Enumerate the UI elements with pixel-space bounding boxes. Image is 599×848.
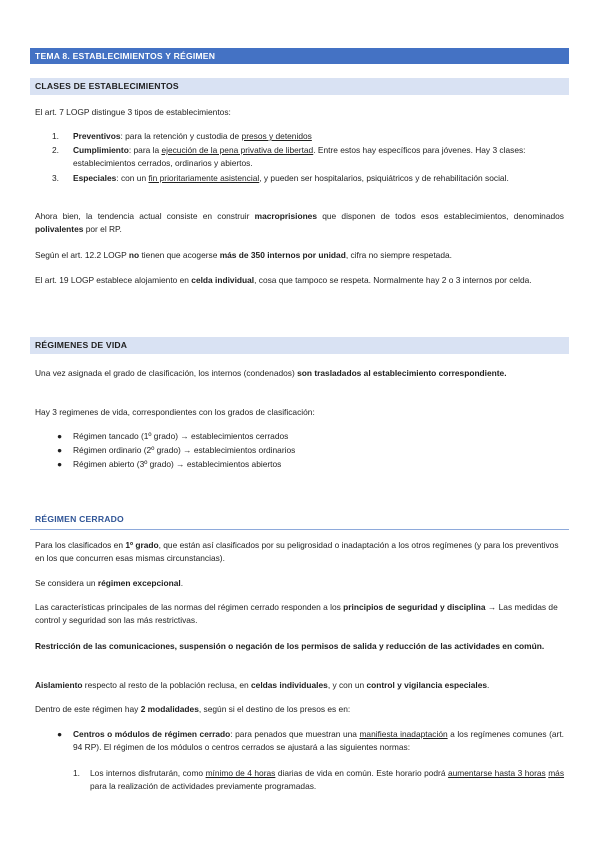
text: → Las medidas de control y seguridad son las más restrictivas. — [35, 602, 558, 625]
bold-text: celda individual — [191, 275, 255, 285]
bold-text: régimen excepcional — [97, 578, 181, 588]
list-number: 3. — [52, 173, 59, 183]
underlined-text: ejecución de la pena privativa de libertad — [161, 145, 314, 155]
text: que disponen de todos esos establecimientos, denominados — [317, 211, 564, 221]
text: : para la — [128, 145, 162, 155]
heading-rule — [30, 529, 569, 530]
bold-text: son trasladados al establecimiento correspondiente. — [297, 368, 507, 378]
text: respecto al resto de la población reclusa, en — [82, 680, 252, 690]
text: : con un — [116, 173, 149, 183]
text: tienen que acogerse — [139, 250, 220, 260]
text: Según el art. 12.2 LOGP — [35, 250, 129, 260]
text: por el RP. — [83, 224, 122, 234]
paragraph-principios — [35, 601, 564, 627]
underlined-text: más — [548, 768, 565, 778]
term: Cumplimiento — [73, 145, 129, 155]
paragraph-macroprisiones — [35, 210, 564, 236]
bullet-item: Régimen ordinario (2º grado) → establecimientos ordinarios — [73, 445, 296, 455]
clases-intro: El art. 7 LOGP distingue 3 tipos de establecimientos: — [35, 107, 231, 117]
text: El art. 19 LOGP establece alojamiento en — [35, 275, 192, 285]
text: Dentro de este régimen hay — [35, 704, 141, 714]
text: , y con un — [327, 680, 367, 690]
bullet-icon: ● — [57, 445, 63, 455]
bullet-item-centros-cerrados — [73, 728, 564, 754]
underlined-text: aumentarse hasta 3 horas — [447, 768, 546, 778]
bold-text: no — [128, 250, 140, 260]
bullet-icon: ● — [57, 729, 63, 739]
text: Los internos disfrutarán, como — [90, 768, 206, 778]
section-heading-clases: CLASES DE ESTABLECIMIENTOS — [30, 78, 569, 95]
sub-list-item-horas — [90, 767, 564, 793]
bold-text: principios de seguridad y disciplina — [343, 602, 486, 612]
section-heading-cerrado: RÉGIMEN CERRADO — [35, 514, 124, 524]
text: , y pueden ser hospitalarios, psiquiátricos y de rehabilitación social. — [259, 173, 509, 183]
bold-text: 1º grado — [125, 540, 159, 550]
topic-header: TEMA 8. ESTABLECIMIENTOS Y RÉGIMEN — [30, 48, 569, 64]
list-number: 1. — [52, 131, 59, 141]
list-item-preventivos — [73, 130, 564, 143]
bold-text: Centros o módulos de régimen cerrado — [73, 729, 231, 739]
text: Para los clasificados en — [35, 540, 126, 550]
bold-text: macroprisiones — [254, 211, 317, 221]
text: , según si el destino de los presos es en: — [198, 704, 351, 714]
paragraph-tres-regimenes: Hay 3 regimenes de vida, correspondientes con los grados de clasificación: — [35, 407, 315, 417]
bold-text: más de 350 internos por unidad — [219, 250, 346, 260]
paragraph-art-12 — [35, 249, 564, 262]
bold-text: celdas individuales — [251, 680, 328, 690]
text: , cosa que tampoco se respeta. Normalmente hay 2 o 3 internos por celda. — [254, 275, 532, 285]
text: . Entre estos hay específicos para jóvenes. Hay 3 clases: establecimientos cerrados, ordinarios y abiertos. — [73, 145, 526, 168]
list-item-cumplimiento — [73, 144, 564, 170]
bold-text: 2 modalidades — [140, 704, 199, 714]
bold-text: polivalentes — [35, 224, 84, 234]
underlined-text: fin prioritariamente asistencial — [148, 173, 260, 183]
paragraph-excepcional — [35, 577, 564, 590]
paragraph-traslado — [35, 367, 564, 380]
bullet-icon: ● — [57, 459, 63, 469]
bullet-item: Régimen tancado (1º grado) → establecimientos cerrados — [73, 431, 289, 441]
paragraph-modalidades — [35, 703, 564, 716]
bullet-icon: ● — [57, 431, 63, 441]
paragraph-restriccion: Restricción de las comunicaciones, suspensión o negación de los permisos de salida y reducción de las actividades en común. — [35, 641, 545, 651]
text: Se considera un — [35, 578, 98, 588]
underlined-text: mínimo de 4 horas — [205, 768, 276, 778]
text: . — [180, 578, 184, 588]
text: , que están así clasificados por su peligrosidad o inadaptación a los otros regímenes (y para los preventivos en los que concurren esas mismas circunstancias). — [35, 540, 559, 563]
paragraph-aislamiento — [35, 679, 564, 692]
term: Especiales — [73, 173, 117, 183]
text: para la realización de actividades previamente programadas. — [90, 781, 317, 791]
text: : para penados que muestran una — [230, 729, 360, 739]
underlined-text: manifiesta inadaptación — [359, 729, 448, 739]
list-number: 2. — [52, 145, 59, 155]
list-item-especiales — [73, 172, 564, 185]
paragraph-art-19 — [35, 274, 564, 287]
bullet-item: Régimen abierto (3º grado) → establecimientos abiertos — [73, 459, 282, 469]
text: , cifra no siempre respetada. — [345, 250, 452, 260]
text: : para la retención y custodia de — [120, 131, 242, 141]
text: Las características principales de las normas del régimen cerrado responden a los — [35, 602, 344, 612]
text: . — [487, 680, 490, 690]
list-number: 1. — [73, 768, 80, 778]
section-heading-regimenes: RÉGIMENES DE VIDA — [30, 337, 569, 354]
bold-text: Aislamiento — [35, 680, 83, 690]
text: Una vez asignada el grado de clasificación, los internos (condenados) — [35, 368, 298, 378]
bold-text: control y vigilancia especiales — [366, 680, 488, 690]
text: Ahora bien, la tendencia actual consiste en construir — [35, 211, 255, 221]
underlined-text: presos y detenidos — [241, 131, 312, 141]
paragraph-primer-grado — [35, 539, 564, 565]
text: diarias de vida en común. Este horario podrá — [275, 768, 448, 778]
term: Preventivos — [73, 131, 121, 141]
text: a los regímenes comunes (art. 94 RP). El régimen de los módulos o centros cerrados se ajustará a las siguientes normas: — [73, 729, 564, 752]
